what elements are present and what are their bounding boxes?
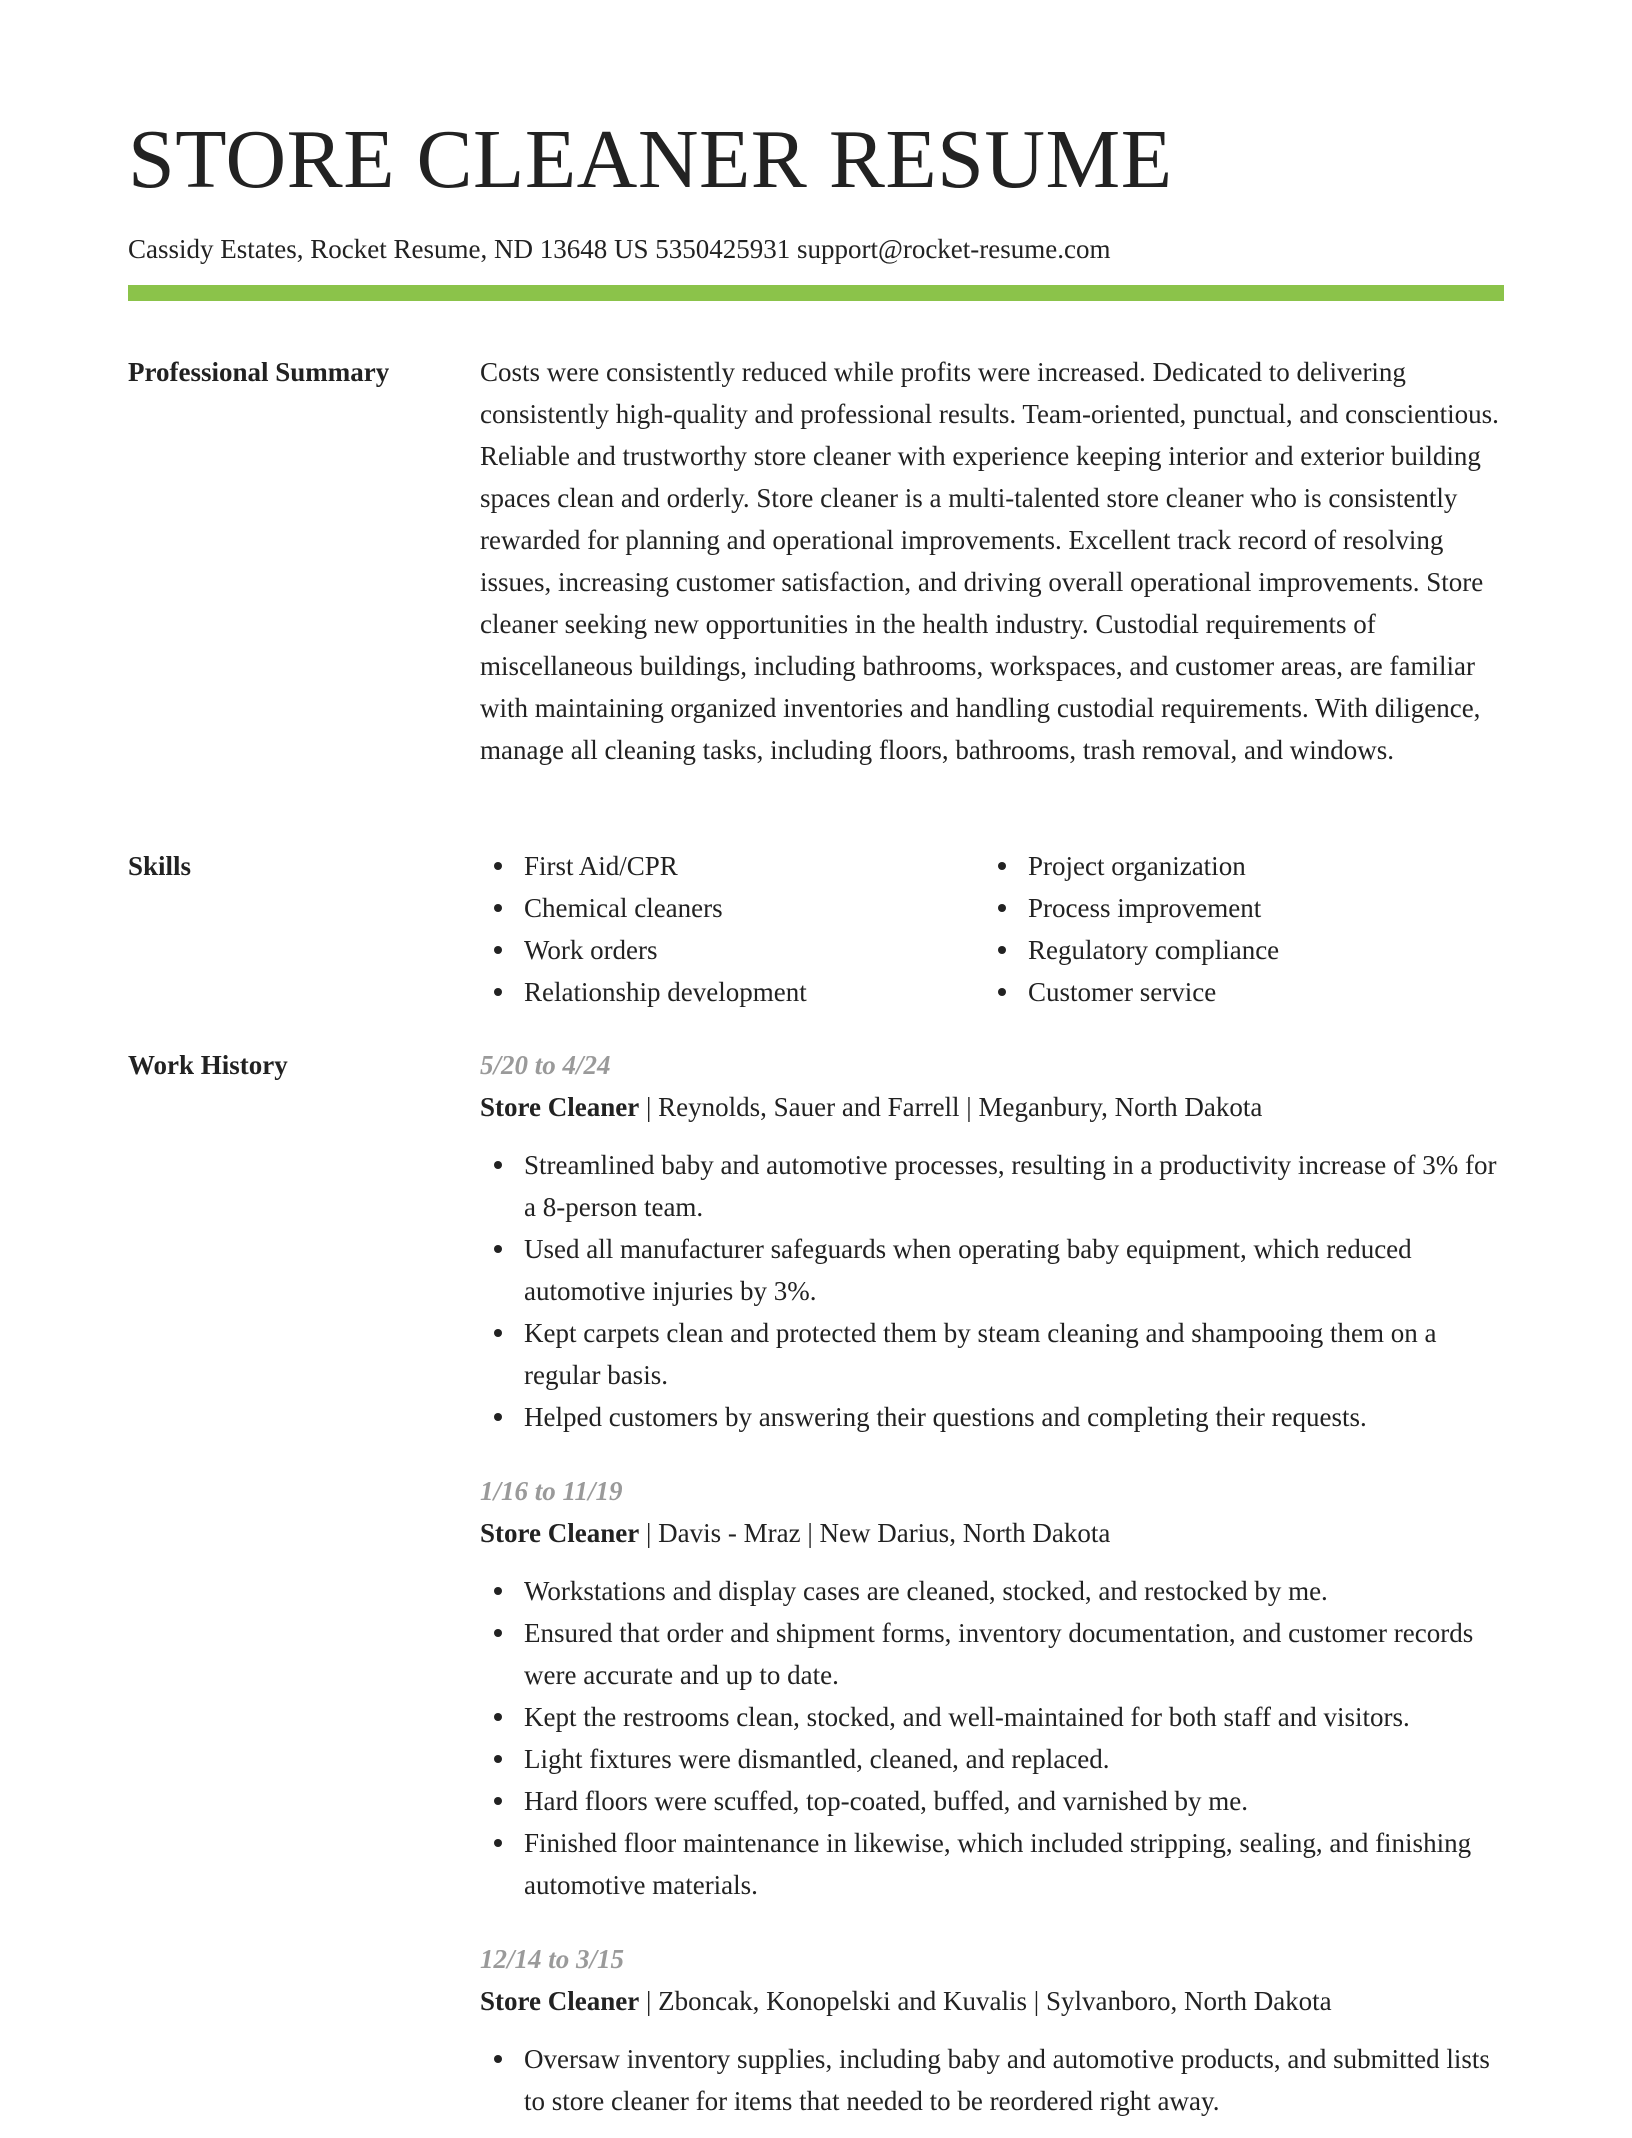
accent-divider — [128, 285, 1504, 301]
job-employer-location: | Reynolds, Sauer and Farrell | Meganbury, North Dakota — [639, 1092, 1263, 1122]
job-bullet: Oversaw inventory supplies, including baby and automotive products, and submitted lists to store cleaner for items that needed to be reordered right away. — [480, 2038, 1504, 2122]
job-bullet: Kept carpets clean and protected them by steam cleaning and shampooing them on a regular basis. — [480, 1312, 1504, 1396]
skill-item: Work orders — [480, 929, 984, 971]
job-entry — [480, 1470, 1504, 1906]
job-employer-location: | Zboncak, Konopelski and Kuvalis | Sylvanboro, North Dakota — [639, 1986, 1332, 2016]
job-header — [480, 1512, 1504, 1554]
skill-item: First Aid/CPR — [480, 845, 984, 887]
job-bullet: Used all manufacturer safeguards when operating baby equipment, which reduced automotive injuries by 3%. — [480, 1228, 1504, 1312]
skill-item: Process improvement — [984, 887, 1488, 929]
summary-text: Costs were consistently reduced while profits were increased. Dedicated to delivering consistently high-quality and professional results. Team-oriented, punctual, and conscientious. Reliable and trustworthy store cleaner with experience keeping interior and exterior building spaces clean and orderly. Store cleaner is a multi-talented store cleaner who is consistently rewarded for planning and operational improvements. Excellent track record of resolving issues, increasing customer satisfaction, and driving overall operational improvements. Store cleaner seeking new opportunities in the health industry. Custodial requirements of miscellaneous buildings, including bathrooms, workspaces, and customer areas, are familiar with maintaining organized inventories and handling custodial requirements. With diligence, manage all cleaning tasks, including floors, bathrooms, trash removal, and windows. — [480, 357, 1499, 765]
job-bullet: Hard floors were scuffed, top-coated, buffed, and varnished by me. — [480, 1780, 1504, 1822]
job-entry — [480, 1938, 1504, 2122]
contact-line: Cassidy Estates, Rocket Resume, ND 13648 US 5350425931 support@rocket-resume.com — [128, 234, 1111, 264]
skills-list-left — [480, 845, 984, 1013]
job-bullet: Workstations and display cases are cleaned, stocked, and restocked by me. — [480, 1570, 1504, 1612]
job-header — [480, 1980, 1504, 2022]
skill-item: Chemical cleaners — [480, 887, 984, 929]
section-label-work-history: Work History — [128, 1050, 288, 1080]
job-dates: 12/14 to 3/15 — [480, 1944, 625, 1974]
job-role: Store Cleaner — [480, 1986, 640, 2016]
job-dates: 1/16 to 11/19 — [480, 1476, 623, 1506]
work-history-body — [480, 1044, 1504, 2138]
job-header — [480, 1086, 1504, 1128]
job-bullets — [480, 1144, 1504, 1438]
job-bullet: Finished floor maintenance in likewise, which included stripping, sealing, and finishing automotive materials. — [480, 1822, 1504, 1906]
resume-title: STORE CLEANER RESUME — [128, 113, 1173, 206]
section-label-summary: Professional Summary — [128, 357, 390, 387]
job-employer-location: | Davis - Mraz | New Darius, North Dakota — [639, 1518, 1111, 1548]
skill-item: Regulatory compliance — [984, 929, 1488, 971]
skill-item: Project organization — [984, 845, 1488, 887]
job-bullets — [480, 1570, 1504, 1906]
section-label-skills: Skills — [128, 851, 192, 881]
skill-item: Relationship development — [480, 971, 984, 1013]
job-role: Store Cleaner — [480, 1518, 640, 1548]
job-bullet: Ensured that order and shipment forms, inventory documentation, and customer records were accurate and up to date. — [480, 1612, 1504, 1696]
skill-item: Customer service — [984, 971, 1488, 1013]
job-bullet: Light fixtures were dismantled, cleaned, and replaced. — [480, 1738, 1504, 1780]
skills-columns — [480, 845, 1504, 1013]
skills-list-right — [984, 845, 1488, 1013]
job-bullet: Helped customers by answering their questions and completing their requests. — [480, 1396, 1504, 1438]
job-bullet: Kept the restrooms clean, stocked, and well-maintained for both staff and visitors. — [480, 1696, 1504, 1738]
skills-body — [480, 845, 1504, 1013]
job-entry — [480, 1044, 1504, 1438]
job-role: Store Cleaner — [480, 1092, 640, 1122]
summary-body — [480, 351, 1504, 771]
job-dates: 5/20 to 4/24 — [480, 1050, 611, 1080]
job-bullet: Streamlined baby and automotive processes, resulting in a productivity increase of 3% for a 8-person team. — [480, 1144, 1504, 1228]
job-bullets — [480, 2038, 1504, 2122]
